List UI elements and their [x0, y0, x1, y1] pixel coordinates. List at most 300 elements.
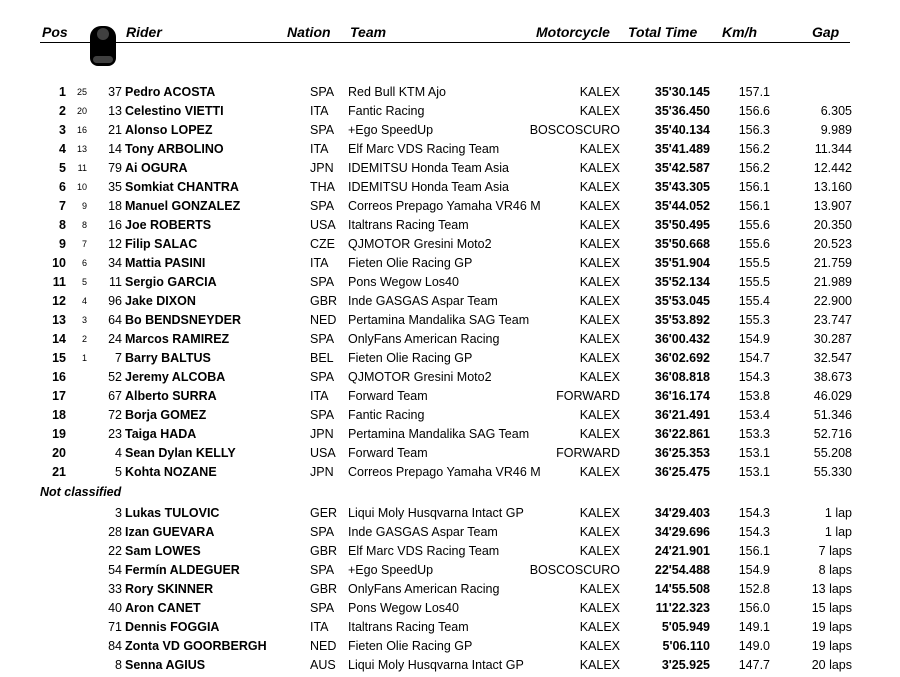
- motorcycle-cell: KALEX: [579, 256, 620, 270]
- nation-cell: SPA: [310, 601, 335, 615]
- rider-number-cell: 4: [115, 446, 122, 460]
- team-cell: Inde GASGAS Aspar Team: [348, 525, 498, 539]
- nation-cell: NED: [310, 313, 337, 327]
- speed-cell: 156.1: [738, 180, 770, 194]
- rider-number-cell: 28: [108, 525, 122, 539]
- rider-number-cell: 23: [108, 427, 122, 441]
- table-row: [0, 406, 900, 424]
- not-classified-heading: Not classified: [40, 485, 122, 499]
- rider-number-cell: 37: [108, 85, 122, 99]
- rider-number-cell: 96: [108, 294, 122, 308]
- gap-cell: 8 laps: [818, 563, 852, 577]
- header-team: Team: [350, 24, 387, 40]
- position-cell: 7: [59, 199, 66, 213]
- rider-name-cell: Filip SALAC: [125, 237, 198, 251]
- rider-name-cell: Alberto SURRA: [125, 389, 217, 403]
- gap-cell: 7 laps: [818, 544, 852, 558]
- header-pos: Pos: [42, 24, 68, 40]
- team-cell: Fieten Olie Racing GP: [348, 639, 473, 653]
- nation-cell: JPN: [310, 427, 334, 441]
- total-time-cell: 35'50.495: [654, 218, 710, 232]
- team-cell: IDEMITSU Honda Team Asia: [348, 180, 509, 194]
- team-cell: QJMOTOR Gresini Moto2: [348, 237, 492, 251]
- speed-cell: 155.4: [738, 294, 770, 308]
- nation-cell: ITA: [310, 142, 329, 156]
- table-row: [0, 83, 900, 101]
- rider-name-cell: Borja GOMEZ: [125, 408, 207, 422]
- motorcycle-cell: FORWARD: [556, 389, 620, 403]
- gap-cell: 23.747: [813, 313, 852, 327]
- team-cell: Liqui Moly Husqvarna Intact GP: [348, 506, 524, 520]
- table-row: [0, 523, 900, 541]
- speed-cell: 155.3: [738, 313, 770, 327]
- speed-cell: 157.1: [738, 85, 770, 99]
- gap-cell: 20.350: [813, 218, 852, 232]
- motorcycle-cell: KALEX: [579, 237, 620, 251]
- rider-number-cell: 13: [108, 104, 122, 118]
- rider-number-cell: 21: [108, 123, 122, 137]
- team-cell: Italtrans Racing Team: [348, 620, 469, 634]
- total-time-cell: 5'06.110: [662, 639, 710, 653]
- rider-name-cell: Taiga HADA: [125, 427, 197, 441]
- gap-cell: 13.907: [813, 199, 852, 213]
- position-cell: 16: [52, 370, 66, 384]
- nation-cell: SPA: [310, 199, 335, 213]
- team-cell: Correos Prepago Yamaha VR46 M: [348, 199, 541, 213]
- position-cell: 3: [59, 123, 66, 137]
- total-time-cell: 24'21.901: [654, 544, 710, 558]
- table-row: [0, 292, 900, 310]
- nation-cell: SPA: [310, 408, 335, 422]
- gap-cell: 51.346: [813, 408, 852, 422]
- nation-cell: CZE: [310, 237, 335, 251]
- points-cell: 4: [81, 296, 87, 306]
- rider-name-cell: Marcos RAMIREZ: [125, 332, 230, 346]
- position-cell: 18: [52, 408, 66, 422]
- motorcycle-rider-icon: [90, 26, 116, 66]
- rider-number-cell: 54: [108, 563, 122, 577]
- position-cell: 14: [52, 332, 66, 346]
- position-cell: 10: [52, 256, 66, 270]
- total-time-cell: 35'40.134: [654, 123, 710, 137]
- gap-cell: 55.330: [813, 465, 852, 479]
- team-cell: Forward Team: [348, 446, 428, 460]
- total-time-cell: 35'36.450: [654, 104, 710, 118]
- position-cell: 13: [52, 313, 66, 327]
- total-time-cell: 36'16.174: [654, 389, 710, 403]
- motorcycle-cell: BOSCOSCURO: [529, 563, 620, 577]
- points-cell: 2: [81, 334, 87, 344]
- motorcycle-cell: KALEX: [579, 639, 620, 653]
- table-row: [0, 618, 900, 636]
- nation-cell: SPA: [310, 85, 335, 99]
- position-cell: 15: [52, 351, 66, 365]
- motorcycle-cell: KALEX: [579, 161, 620, 175]
- nation-cell: GBR: [310, 582, 338, 596]
- table-row: [0, 656, 900, 674]
- total-time-cell: 22'54.488: [654, 563, 710, 577]
- table-row: [0, 561, 900, 579]
- table-row: [0, 387, 900, 405]
- position-cell: 8: [59, 218, 66, 232]
- motorcycle-cell: KALEX: [579, 104, 620, 118]
- team-cell: Forward Team: [348, 389, 428, 403]
- motorcycle-cell: KALEX: [579, 218, 620, 232]
- rider-name-cell: Rory SKINNER: [125, 582, 214, 596]
- team-cell: Correos Prepago Yamaha VR46 M: [348, 465, 541, 479]
- table-row: [0, 637, 900, 655]
- nation-cell: USA: [310, 218, 336, 232]
- rider-name-cell: Fermín ALDEGUER: [125, 563, 240, 577]
- points-cell: 9: [81, 201, 87, 211]
- speed-cell: 154.3: [738, 506, 770, 520]
- team-cell: +Ego SpeedUp: [348, 563, 434, 577]
- speed-cell: 154.3: [738, 525, 770, 539]
- rider-number-cell: 16: [108, 218, 122, 232]
- table-row: [0, 330, 900, 348]
- speed-cell: 156.2: [738, 161, 770, 175]
- rider-name-cell: Mattia PASINI: [125, 256, 206, 270]
- table-row: [0, 504, 900, 522]
- speed-cell: 156.1: [738, 544, 770, 558]
- gap-cell: 13.160: [813, 180, 852, 194]
- table-row: [0, 121, 900, 139]
- total-time-cell: 35'41.489: [654, 142, 710, 156]
- speed-cell: 147.7: [738, 658, 770, 672]
- rider-number-cell: 71: [108, 620, 122, 634]
- gap-cell: 1 lap: [824, 506, 852, 520]
- header-rider: Rider: [126, 24, 162, 40]
- gap-cell: 46.029: [813, 389, 852, 403]
- rider-name-cell: Kohta NOZANE: [125, 465, 217, 479]
- rider-name-cell: Lukas TULOVIC: [125, 506, 220, 520]
- nation-cell: GBR: [310, 544, 338, 558]
- rider-number-cell: 35: [108, 180, 122, 194]
- position-cell: 9: [59, 237, 66, 251]
- team-cell: Fantic Racing: [348, 408, 425, 422]
- motorcycle-cell: KALEX: [579, 620, 620, 634]
- total-time-cell: 36'02.692: [654, 351, 710, 365]
- motorcycle-cell: KALEX: [579, 506, 620, 520]
- motorcycle-cell: KALEX: [579, 332, 620, 346]
- speed-cell: 153.1: [738, 465, 770, 479]
- gap-cell: 21.989: [813, 275, 852, 289]
- total-time-cell: 11'22.323: [655, 601, 710, 615]
- rider-number-cell: 8: [115, 658, 122, 672]
- header-kmh: Km/h: [722, 24, 757, 40]
- team-cell: +Ego SpeedUp: [348, 123, 434, 137]
- points-cell: 1: [81, 353, 87, 363]
- rider-name-cell: Izan GUEVARA: [125, 525, 215, 539]
- speed-cell: 156.3: [738, 123, 770, 137]
- total-time-cell: 35'44.052: [654, 199, 710, 213]
- header-gap: Gap: [812, 24, 840, 40]
- speed-cell: 153.3: [738, 427, 770, 441]
- total-time-cell: 35'42.587: [654, 161, 710, 175]
- position-cell: 20: [52, 446, 66, 460]
- position-cell: 21: [52, 465, 66, 479]
- motorcycle-cell: KALEX: [579, 465, 620, 479]
- gap-cell: 22.900: [813, 294, 852, 308]
- gap-cell: 19 laps: [811, 639, 852, 653]
- speed-cell: 154.7: [738, 351, 770, 365]
- nation-cell: SPA: [310, 563, 335, 577]
- motorcycle-cell: KALEX: [579, 601, 620, 615]
- table-row: [0, 273, 900, 291]
- nation-cell: AUS: [310, 658, 336, 672]
- nation-cell: GER: [310, 506, 338, 520]
- rider-number-cell: 84: [108, 639, 122, 653]
- nation-cell: ITA: [310, 389, 329, 403]
- rider-number-cell: 3: [115, 506, 122, 520]
- motorcycle-cell: KALEX: [579, 658, 620, 672]
- nation-cell: USA: [310, 446, 336, 460]
- speed-cell: 152.8: [738, 582, 770, 596]
- total-time-cell: 14'55.508: [654, 582, 710, 596]
- rider-number-cell: 72: [108, 408, 122, 422]
- points-cell: 5: [81, 277, 87, 287]
- gap-cell: 55.208: [813, 446, 852, 460]
- rider-name-cell: Ai OGURA: [125, 161, 188, 175]
- rider-name-cell: Bo BENDSNEYDER: [125, 313, 241, 327]
- speed-cell: 156.2: [738, 142, 770, 156]
- speed-cell: 156.1: [738, 199, 770, 213]
- table-row: [0, 140, 900, 158]
- position-cell: 17: [52, 389, 66, 403]
- nation-cell: SPA: [310, 332, 335, 346]
- rider-number-cell: 12: [108, 237, 122, 251]
- team-cell: Pons Wegow Los40: [348, 601, 459, 615]
- team-cell: Pertamina Mandalika SAG Team: [348, 427, 530, 441]
- total-time-cell: 36'22.861: [654, 427, 710, 441]
- rider-number-cell: 14: [108, 142, 122, 156]
- table-row: [0, 102, 900, 120]
- nation-cell: SPA: [310, 123, 335, 137]
- total-time-cell: 35'30.145: [654, 85, 710, 99]
- gap-cell: 19 laps: [811, 620, 852, 634]
- total-time-cell: 36'25.353: [654, 446, 710, 460]
- position-cell: 19: [52, 427, 66, 441]
- gap-cell: 15 laps: [811, 601, 852, 615]
- position-cell: 4: [59, 142, 66, 156]
- total-time-cell: 34'29.403: [654, 506, 710, 520]
- points-cell: 10: [76, 182, 87, 192]
- speed-cell: 155.6: [738, 218, 770, 232]
- rider-number-cell: 22: [108, 544, 122, 558]
- rider-number-cell: 7: [115, 351, 122, 365]
- rider-number-cell: 18: [108, 199, 122, 213]
- rider-number-cell: 67: [108, 389, 122, 403]
- rider-name-cell: Aron CANET: [125, 601, 201, 615]
- team-cell: Italtrans Racing Team: [348, 218, 469, 232]
- rider-name-cell: Tony ARBOLINO: [125, 142, 224, 156]
- rider-name-cell: Senna AGIUS: [125, 658, 206, 672]
- nation-cell: GBR: [310, 294, 338, 308]
- motorcycle-cell: KALEX: [579, 275, 620, 289]
- motorcycle-cell: KALEX: [579, 142, 620, 156]
- team-cell: Pertamina Mandalika SAG Team: [348, 313, 530, 327]
- table-row: [0, 216, 900, 234]
- rider-number-cell: 40: [108, 601, 122, 615]
- points-cell: 7: [81, 239, 87, 249]
- total-time-cell: 5'05.949: [661, 620, 710, 634]
- total-time-cell: 35'53.892: [654, 313, 710, 327]
- team-cell: Fieten Olie Racing GP: [348, 256, 473, 270]
- gap-cell: 11.344: [814, 142, 852, 156]
- motorcycle-cell: KALEX: [579, 313, 620, 327]
- speed-cell: 153.8: [738, 389, 770, 403]
- motorcycle-cell: KALEX: [579, 294, 620, 308]
- gap-cell: 1 lap: [824, 525, 852, 539]
- nation-cell: THA: [310, 180, 335, 194]
- table-row: [0, 599, 900, 617]
- rider-name-cell: Jeremy ALCOBA: [125, 370, 226, 384]
- gap-cell: 38.673: [813, 370, 852, 384]
- team-cell: QJMOTOR Gresini Moto2: [348, 370, 492, 384]
- position-cell: 12: [52, 294, 66, 308]
- gap-cell: 21.759: [813, 256, 852, 270]
- rider-number-cell: 5: [115, 465, 122, 479]
- gap-cell: 13 laps: [811, 582, 852, 596]
- position-cell: 1: [59, 85, 66, 99]
- motorcycle-cell: KALEX: [579, 525, 620, 539]
- team-cell: Elf Marc VDS Racing Team: [348, 142, 500, 156]
- table-row: [0, 197, 900, 215]
- speed-cell: 154.9: [738, 332, 770, 346]
- gap-cell: 6.305: [820, 104, 852, 118]
- nation-cell: NED: [310, 639, 337, 653]
- speed-cell: 154.9: [738, 563, 770, 577]
- rider-name-cell: Sean Dylan KELLY: [125, 446, 236, 460]
- speed-cell: 156.0: [738, 601, 770, 615]
- rider-name-cell: Jake DIXON: [125, 294, 196, 308]
- rider-number-cell: 33: [108, 582, 122, 596]
- speed-cell: 153.4: [738, 408, 770, 422]
- points-cell: 16: [76, 125, 87, 135]
- points-cell: 3: [81, 315, 87, 325]
- rider-name-cell: Dennis FOGGIA: [125, 620, 220, 634]
- nation-cell: ITA: [310, 256, 329, 270]
- header-divider: [40, 42, 850, 43]
- rider-number-cell: 79: [108, 161, 122, 175]
- team-cell: Fieten Olie Racing GP: [348, 351, 473, 365]
- points-cell: 8: [81, 220, 87, 230]
- rider-number-cell: 64: [108, 313, 122, 327]
- gap-cell: 30.287: [813, 332, 852, 346]
- total-time-cell: 35'43.305: [654, 180, 710, 194]
- points-cell: 13: [76, 144, 87, 154]
- total-time-cell: 3'25.925: [661, 658, 710, 672]
- team-cell: Fantic Racing: [348, 104, 425, 118]
- gap-cell: 32.547: [813, 351, 852, 365]
- rider-name-cell: Joe ROBERTS: [125, 218, 212, 232]
- total-time-cell: 36'08.818: [654, 370, 710, 384]
- motorcycle-cell: KALEX: [579, 544, 620, 558]
- nation-cell: ITA: [310, 620, 329, 634]
- speed-cell: 156.6: [738, 104, 770, 118]
- table-row: [0, 463, 900, 481]
- total-time-cell: 36'21.491: [654, 408, 710, 422]
- rider-name-cell: Celestino VIETTI: [125, 104, 224, 118]
- rider-name-cell: Pedro ACOSTA: [125, 85, 216, 99]
- points-cell: 11: [77, 163, 87, 173]
- motorcycle-cell: KALEX: [579, 582, 620, 596]
- table-row: [0, 311, 900, 329]
- team-cell: OnlyFans American Racing: [348, 582, 500, 596]
- gap-cell: 52.716: [813, 427, 852, 441]
- motorcycle-cell: KALEX: [579, 408, 620, 422]
- rider-name-cell: Barry BALTUS: [125, 351, 211, 365]
- total-time-cell: 35'52.134: [654, 275, 710, 289]
- team-cell: Elf Marc VDS Racing Team: [348, 544, 500, 558]
- speed-cell: 155.6: [738, 237, 770, 251]
- speed-cell: 154.3: [738, 370, 770, 384]
- gap-cell: 9.989: [820, 123, 852, 137]
- points-cell: 6: [81, 258, 87, 268]
- speed-cell: 149.0: [738, 639, 770, 653]
- rider-number-cell: 11: [109, 275, 122, 289]
- position-cell: 2: [59, 104, 66, 118]
- table-row: [0, 368, 900, 386]
- table-row: [0, 349, 900, 367]
- rider-name-cell: Somkiat CHANTRA: [125, 180, 239, 194]
- total-time-cell: 35'51.904: [654, 256, 710, 270]
- nation-cell: JPN: [310, 465, 334, 479]
- nation-cell: JPN: [310, 161, 334, 175]
- gap-cell: 20 laps: [811, 658, 852, 672]
- motorcycle-cell: BOSCOSCURO: [529, 123, 620, 137]
- motorcycle-cell: KALEX: [579, 351, 620, 365]
- nation-cell: ITA: [310, 104, 329, 118]
- team-cell: OnlyFans American Racing: [348, 332, 500, 346]
- total-time-cell: 36'00.432: [654, 332, 710, 346]
- motorcycle-cell: KALEX: [579, 199, 620, 213]
- header-total-time: Total Time: [628, 24, 698, 40]
- nation-cell: SPA: [310, 525, 335, 539]
- total-time-cell: 36'25.475: [654, 465, 710, 479]
- speed-cell: 149.1: [738, 620, 770, 634]
- points-cell: 25: [76, 87, 87, 97]
- team-cell: Inde GASGAS Aspar Team: [348, 294, 498, 308]
- gap-cell: 20.523: [813, 237, 852, 251]
- nation-cell: SPA: [310, 370, 335, 384]
- total-time-cell: 35'50.668: [654, 237, 710, 251]
- motorcycle-cell: FORWARD: [556, 446, 620, 460]
- rider-name-cell: Sergio GARCIA: [125, 275, 217, 289]
- position-cell: 5: [59, 161, 66, 175]
- table-row: [0, 159, 900, 177]
- header-motorcycle: Motorcycle: [536, 24, 610, 40]
- table-row: [0, 254, 900, 272]
- rider-number-cell: 24: [108, 332, 122, 346]
- motorcycle-cell: KALEX: [579, 180, 620, 194]
- gap-cell: 12.442: [813, 161, 852, 175]
- motorcycle-cell: KALEX: [579, 85, 620, 99]
- table-row: [0, 425, 900, 443]
- nation-cell: BEL: [310, 351, 334, 365]
- rider-name-cell: Sam LOWES: [125, 544, 201, 558]
- team-cell: IDEMITSU Honda Team Asia: [348, 161, 509, 175]
- speed-cell: 155.5: [738, 275, 770, 289]
- motorcycle-cell: KALEX: [579, 370, 620, 384]
- table-row: [0, 178, 900, 196]
- total-time-cell: 35'53.045: [654, 294, 710, 308]
- header-nation: Nation: [287, 24, 331, 40]
- total-time-cell: 34'29.696: [654, 525, 710, 539]
- motorcycle-cell: KALEX: [579, 427, 620, 441]
- team-cell: Liqui Moly Husqvarna Intact GP: [348, 658, 524, 672]
- points-cell: 20: [76, 106, 87, 116]
